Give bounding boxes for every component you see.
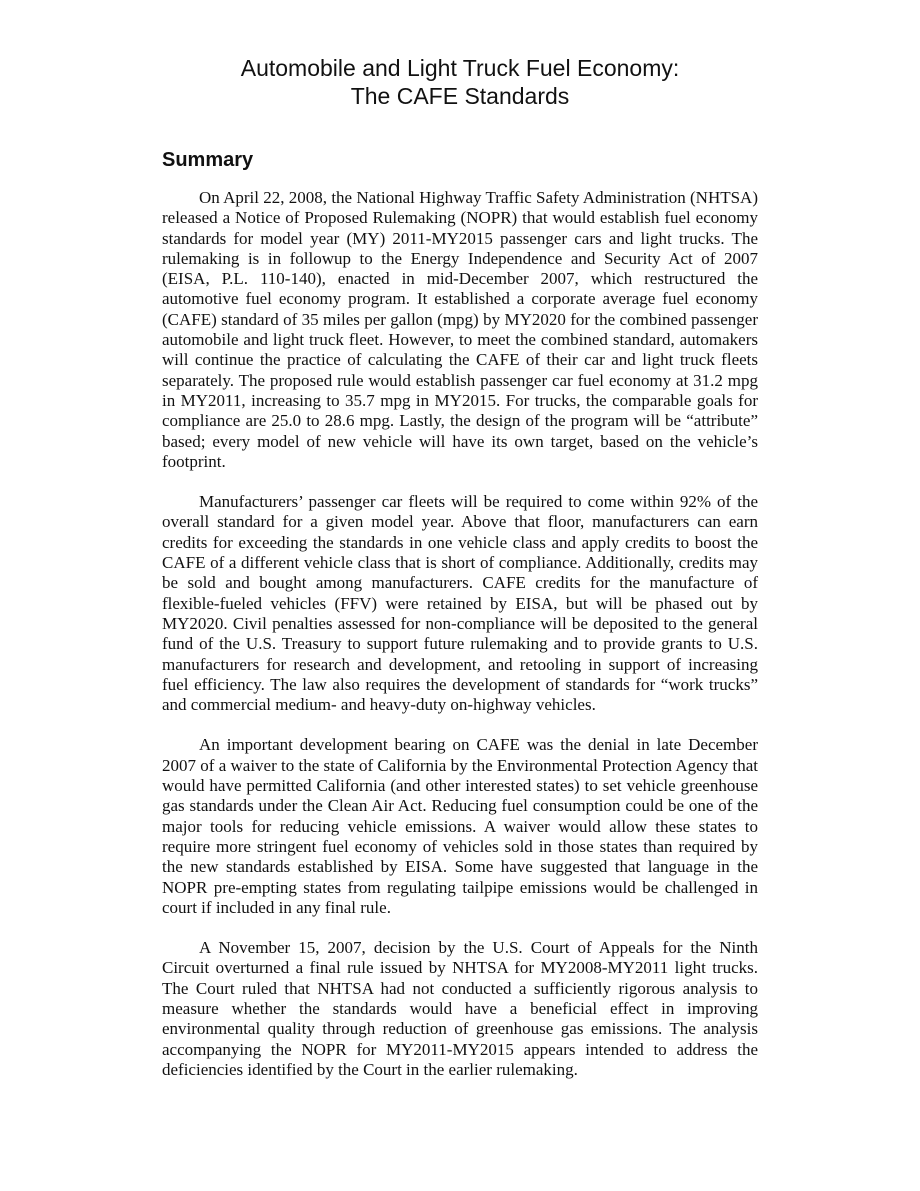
summary-paragraph-3: An important development bearing on CAFE was the denial in late December 2007 of a waiver to the state of California by the Environmental Protection Agency that would have permitted California (and other interested states) to set vehicle greenhouse gas standards under the Clean Air Act. Reducing fuel consumption could be one of the major tools for reducing vehicle emissions. A waiver would allow these states to require more stringent fuel economy of vehicles sold in those states than required by the new standards established by EISA. Some have suggested that language in the NOPR pre-empting states from regulating tailpipe emissions would be challenged in court if included in any final rule.	[162, 735, 758, 917]
summary-paragraph-1: On April 22, 2008, the National Highway Traffic Safety Administration (NHTSA) released a Notice of Proposed Rulemaking (NOPR) that would establish fuel economy standards for model year (MY) 2011-MY2015 passenger cars and light trucks. The rulemaking is in followup to the Energy Independence and Security Act of 2007 (EISA, P.L. 110-140), enacted in mid-December 2007, which restructured the automotive fuel economy program. It established a corporate average fuel economy (CAFE) standard of 35 miles per gallon (mpg) by MY2020 for the combined passenger automobile and light truck fleet. However, to meet the combined standard, automakers will continue the practice of calculating the CAFE of their car and light truck fleets separately. The proposed rule would establish passenger car fuel economy at 31.2 mpg in MY2011, increasing to 35.7 mpg in MY2015. For trucks, the comparable goals for compliance are 25.0 to 28.6 mpg. Lastly, the design of the program will be “attribute” based; every model of new vehicle will have its own target, based on the vehicle’s footprint.	[162, 188, 758, 471]
summary-paragraph-4: A November 15, 2007, decision by the U.S. Court of Appeals for the Ninth Circuit overturned a final rule issued by NHTSA for MY2008-MY2011 light trucks. The Court ruled that NHTSA had not conducted a sufficiently rigorous analysis to measure whether the standards would have a beneficial effect in improving environmental quality through reduction of greenhouse gas emissions. The analysis accompanying the NOPR for MY2011-MY2015 appears intended to address the deficiencies identified by the Court in the earlier rulemaking.	[162, 938, 758, 1079]
summary-heading: Summary	[162, 149, 254, 171]
document-page	[162, 0, 758, 1100]
document-title	[162, 54, 758, 110]
summary-body	[162, 188, 758, 1080]
title-line-2: The CAFE Standards	[350, 83, 570, 109]
summary-paragraph-2: Manufacturers’ passenger car fleets will be required to come within 92% of the overall standard for a given model year. Above that floor, manufacturers can earn credits for exceeding the standards in one vehicle class and apply credits to boost the CAFE of a different vehicle class that is short of compliance. Additionally, credits may be sold and bought among manufacturers. CAFE credits for the manufacture of flexible-fueled vehicles (FFV) were retained by EISA, but will be phased out by MY2020. Civil penalties assessed for non-compliance will be deposited to the general fund of the U.S. Treasury to support future rulemaking and to provide grants to U.S. manufacturers for research and development, and retooling in support of increasing fuel efficiency. The law also requires the development of standards for “work trucks” and commercial medium- and heavy-duty on-highway vehicles.	[162, 492, 758, 715]
title-line-1: Automobile and Light Truck Fuel Economy:	[240, 55, 680, 81]
